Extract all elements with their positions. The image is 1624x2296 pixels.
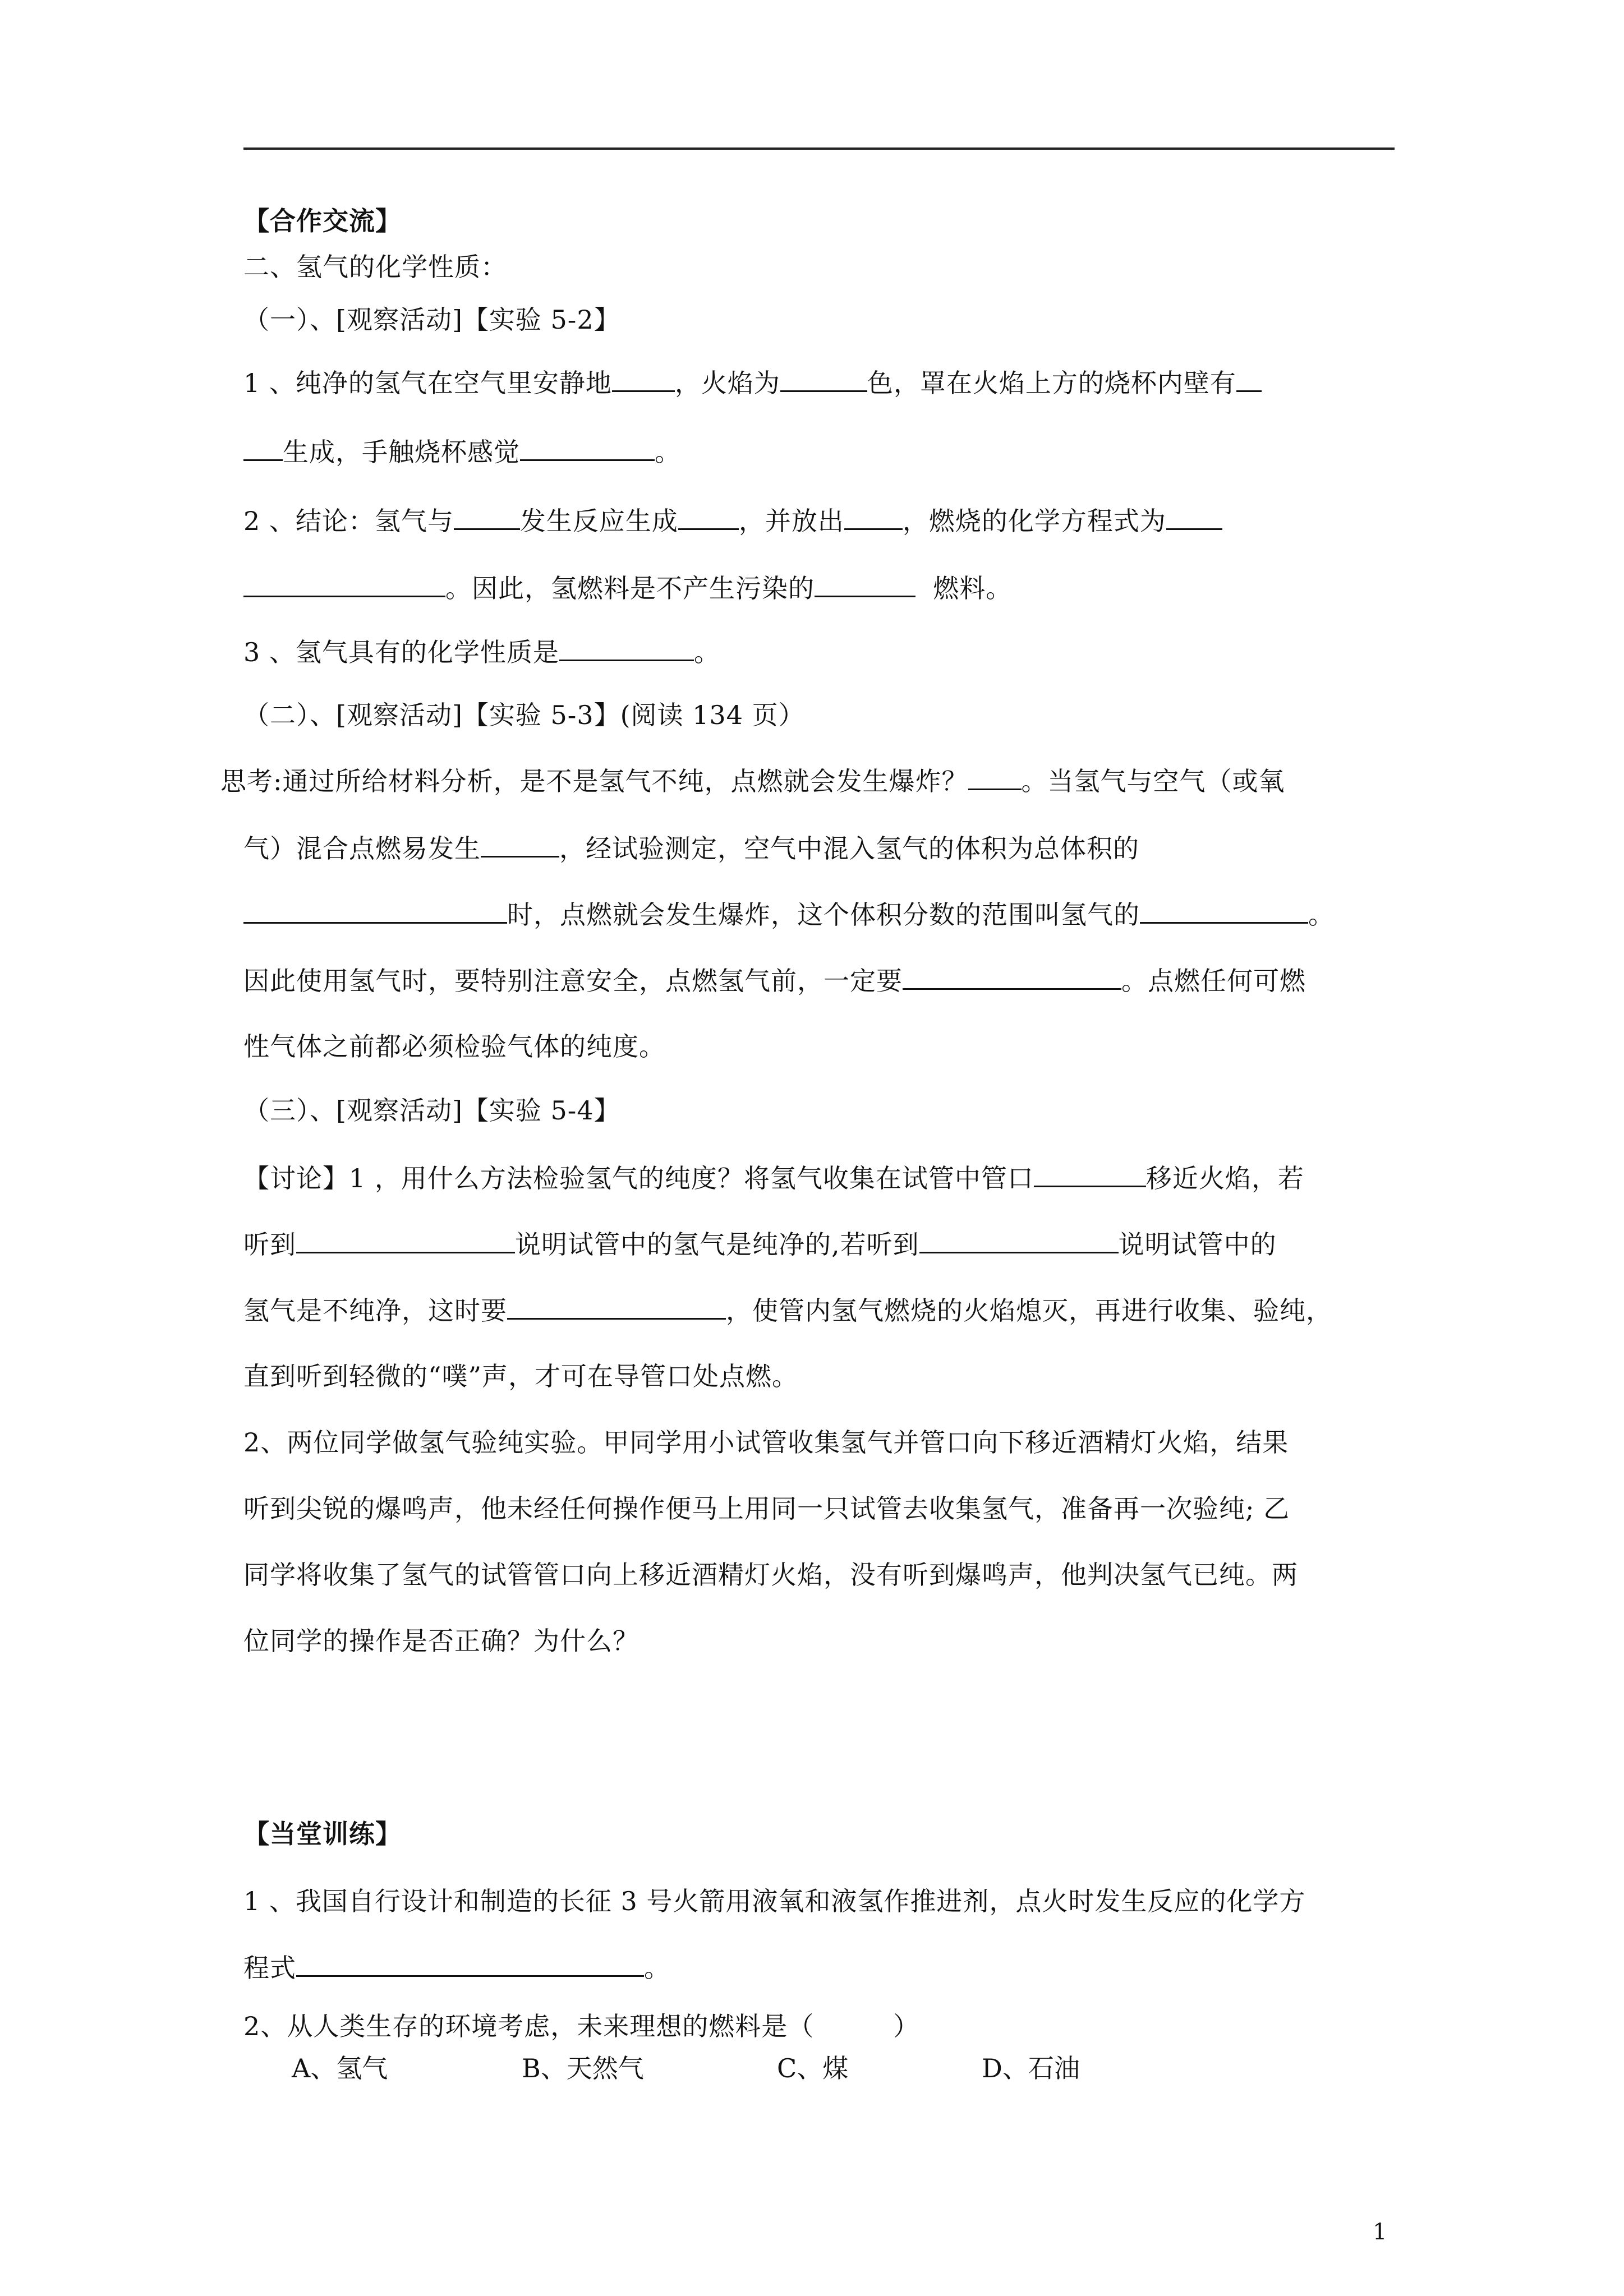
- blank: [520, 435, 655, 461]
- blank: [968, 764, 1022, 790]
- exp2-think-line4: 因此使用氢气时，要特别注意安全，点燃氢气前，一定要 。点燃任何可燃: [243, 963, 1306, 998]
- blank: [454, 504, 520, 530]
- choice-b: B、天然气: [522, 2053, 644, 2083]
- blank: [919, 1227, 1119, 1253]
- exp1-q2-line1: 2 、结论：氢气与 发生反应生成 ，并放出 ，燃烧的化学方程式为: [243, 504, 1222, 538]
- exp1-q1-line2: 生成，手触烧杯感觉 。: [243, 435, 681, 469]
- exp1-heading: （一）、[观察活动]【实验 5-2】: [243, 305, 620, 335]
- header-rule: [243, 147, 1395, 150]
- choice-d: D、石油: [982, 2053, 1080, 2083]
- blank: [903, 963, 1121, 990]
- exp2-think-line1: 思考:通过所给材料分析，是不是氢气不纯，点燃就会发生爆炸？ 。当氢气与空气（或氧: [220, 764, 1285, 798]
- training-q2: 2、从人类生存的环境考虑，未来理想的燃料是（ ）: [243, 2011, 920, 2041]
- blank: [1140, 897, 1308, 924]
- exp2-heading: （二）、[观察活动]【实验 5-3】(阅读 134 页）: [243, 700, 805, 730]
- exp1-q1-line1: 1 、纯净的氢气在空气里安静地 ，火焰为 色，罩在火焰上方的烧杯内壁有: [243, 366, 1262, 400]
- page-number: 1: [1373, 2219, 1387, 2245]
- blank: [243, 435, 283, 461]
- exp1-q2-line2: 。因此，氢燃料是不产生污染的 燃料。: [243, 571, 1012, 605]
- exp3-d1-line4: 直到听到轻微的“噗”声，才可在导管口处点燃。: [243, 1361, 799, 1391]
- exp2-think-line5: 性气体之前都必须检验气体的纯度。: [243, 1031, 665, 1062]
- exp2-think-line3: 时，点燃就会发生爆炸，这个体积分数的范围叫氢气的 。: [243, 897, 1335, 932]
- blank: [815, 571, 915, 597]
- exp3-heading: （三）、[观察活动]【实验 5-4】: [243, 1095, 620, 1126]
- blank: [678, 504, 739, 530]
- exp3-d1-line1: 【讨论】1 ，用什么方法检验氢气的纯度？将氢气收集在试管中管口 移近火焰，若: [243, 1161, 1304, 1195]
- blank: [844, 504, 903, 530]
- blank: [243, 897, 507, 924]
- exp1-q3: 3 、氢气具有的化学性质是 。: [243, 635, 720, 669]
- exp3-d2-line4: 位同学的操作是否正确？为什么？: [243, 1626, 639, 1656]
- blank: [481, 831, 559, 857]
- section-title: 二、氢气的化学性质：: [243, 252, 507, 282]
- exp2-think-line2: 气）混合点燃易发生 ，经试验测定，空气中混入氢气的体积为总体积的: [243, 831, 1139, 865]
- blank: [1166, 504, 1222, 530]
- blank: [507, 1293, 726, 1320]
- blank: [559, 635, 694, 661]
- choice-c: C、煤: [777, 2053, 849, 2083]
- blank: [1236, 366, 1262, 392]
- exp3-d2-line1: 2、两位同学做氢气验纯实验。甲同学用小试管收集氢气并管口向下移近酒精灯火焰，结果: [243, 1427, 1289, 1458]
- blank: [243, 571, 445, 597]
- exp3-d2-line2: 听到尖锐的爆鸣声，他未经任何操作便马上用同一只试管去收集氢气，准备再一次验纯; 乙: [243, 1493, 1290, 1524]
- cooperate-heading: 【合作交流】: [243, 206, 402, 236]
- exp3-d2-line3: 同学将收集了氢气的试管管口向上移近酒精灯火焰，没有听到爆鸣声，他判决氢气已纯。两: [243, 1560, 1298, 1590]
- training-q1-line1: 1 、我国自行设计和制造的长征 3 号火箭用液氧和液氢作推进剂，点火时发生反应的化学方: [243, 1886, 1306, 1916]
- exp3-d1-line2: 听到 说明试管中的氢气是纯净的,若听到 说明试管中的: [243, 1227, 1277, 1261]
- blank: [296, 1227, 515, 1253]
- exp3-d1-line3: 氢气是不纯净，这时要 ，使管内氢气燃烧的火焰熄灭，再进行收集、验纯，: [243, 1293, 1332, 1327]
- blank: [1034, 1161, 1146, 1187]
- blank: [780, 366, 867, 392]
- blank: [612, 366, 675, 392]
- training-heading: 【当堂训练】: [243, 1819, 402, 1849]
- training-q1-line2: 程式 。: [243, 1951, 670, 1985]
- choice-a: A、氢气: [292, 2053, 388, 2083]
- blank: [296, 1951, 644, 1977]
